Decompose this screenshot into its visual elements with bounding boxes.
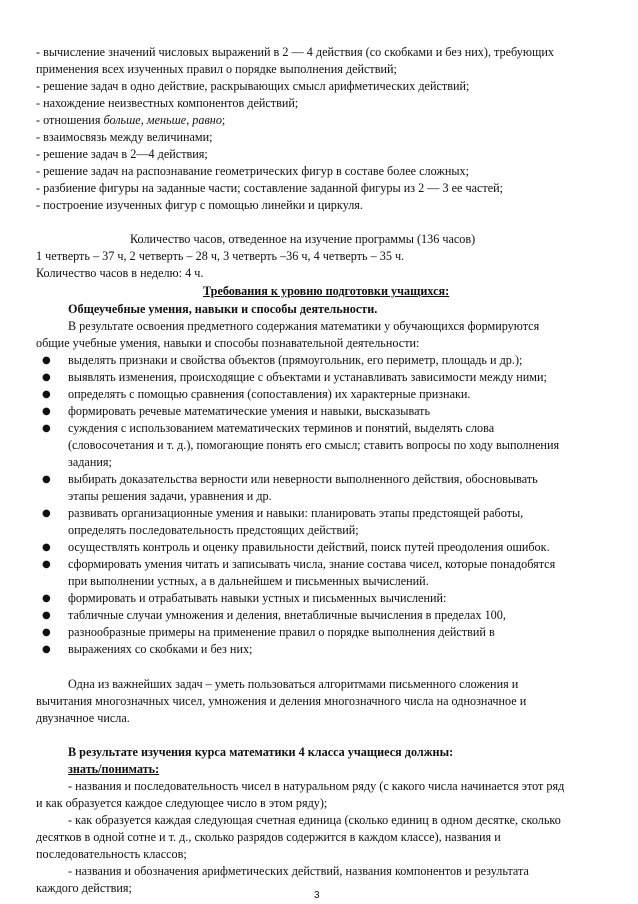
bullet-text: осуществлять контроль и оценку правильности действий, поиск путей преодоления ошибок. (68, 540, 550, 554)
text-line: - решение задач в одно действие, раскрывающих смысл арифметических действий; (36, 79, 470, 93)
bullet-text: определять с помощью сравнения (сопоставления) их характерные признаки. (68, 387, 471, 401)
text-line: - нахождение неизвестных компонентов действий; (36, 96, 299, 110)
page-number: 3 (314, 890, 320, 901)
bullet-text: разнообразные примеры на применение правил о порядке выполнения действий в (68, 625, 495, 639)
bullet-text: определять последовательность предстоящих действий; (68, 523, 359, 537)
bullet-text: выражениях со скобками и без них; (68, 642, 253, 656)
relation-line (36, 112, 225, 129)
text-line: - разбиение фигуры на заданные части; составление заданной фигуры из 2 — 3 ее частей; (36, 181, 504, 195)
bullet-text: сформировать умения читать и записывать числа, знание состава чисел, которые понадобятся (68, 557, 556, 571)
bullet-text: суждения с использованием математических терминов и понятий, выделять слова (68, 421, 495, 435)
requirements-heading: Требования к уровню подготовки учащихся: (203, 284, 450, 298)
algorithms-line: Одна из важнейших задач – уметь пользоваться алгоритмами письменного сложения и (68, 677, 519, 691)
results-line: каждого действия; (36, 881, 132, 895)
algorithms-line: двузначное числа. (36, 711, 130, 725)
bullet-text: развивать организационные умения и навыки: планировать этапы предстоящей работы, (68, 506, 524, 520)
relation-prefix: - отношения (36, 113, 104, 127)
bullet-icon: ● (42, 542, 51, 553)
text-line: - построение изученных фигур с помощью линейки и циркуля. (36, 198, 363, 212)
bullet-text: (словосочетания и т. д.), помогающие понять его смысл; ставить вопросы по ходу выполнения (68, 438, 560, 452)
results-line: - названия и последовательность чисел в натуральном ряду (с какого числа начинается этот ряд (68, 779, 565, 793)
algorithms-line: вычитания многозначных чисел, умножения и деления многозначного числа на однозначное и (36, 694, 527, 708)
requirements-subheading: Общеучебные умения, навыки и способы деятельности. (68, 302, 378, 316)
relation-italic: больше, меньше, равно (103, 113, 222, 127)
requirements-intro: общие учебные умения, навыки и способы познавательной деятельности: (36, 336, 420, 350)
bullet-icon: ● (42, 389, 51, 400)
results-line: и как образуется каждое следующее число в этом ряду); (36, 796, 328, 810)
text-line: - взаимосвязь между величинами; (36, 130, 213, 144)
hours-title: Количество часов, отведенное на изучение программы (136 часов) (130, 232, 476, 246)
text-line: - вычисление значений числовых выражений в 2 — 4 действия (со скобками и без них), требующих (36, 45, 554, 59)
bullet-text: задания; (68, 455, 112, 469)
bullet-icon: ● (42, 508, 51, 519)
bullet-icon: ● (42, 406, 51, 417)
bullet-text: выделять признаки и свойства объектов (прямоугольник, его периметр, площадь и др.); (68, 353, 523, 367)
bullet-text: при выполнении устных, а в дальнейшем и письменных вычислений. (68, 574, 429, 588)
bullet-text: формировать и отрабатывать навыки устных и письменных вычислений: (68, 591, 447, 605)
requirements-intro: В результате освоения предметного содержания математики у обучающихся формируются (68, 319, 540, 333)
hours-quarters: 1 четверть – 37 ч, 2 четверть – 28 ч, 3 четверть –36 ч, 4 четверть – 35 ч. (36, 249, 405, 263)
bullet-icon: ● (42, 610, 51, 621)
bullet-text: табличные случаи умножения и деления, внетабличные вычисления в пределах 100, (68, 608, 506, 622)
results-line: - названия и обозначения арифметических действий, названия компонентов и результата (68, 864, 529, 878)
bullet-text: формировать речевые математические умения и навыки, высказывать (68, 404, 431, 418)
bullet-icon: ● (42, 355, 51, 366)
results-line: десятков в одной сотне и т. д., сколько разрядов содержится в каждом классе), названия и (36, 830, 501, 844)
bullet-icon: ● (42, 593, 51, 604)
bullet-icon: ● (42, 644, 51, 655)
hours-weekly: Количество часов в неделю: 4 ч. (36, 266, 204, 280)
results-know: знать/понимать: (68, 762, 160, 776)
bullet-icon: ● (42, 423, 51, 434)
results-line: - как образуется каждая следующая счетная единица (сколько единиц в одном десятке, сколько (68, 813, 561, 827)
bullet-text: выявлять изменения, происходящие с объектами и устанавливать зависимости между ними; (68, 370, 547, 384)
bullet-text: этапы решения задачи, уравнения и др. (68, 489, 272, 503)
bullet-text: выбирать доказательства верности или неверности выполненного действия, обосновывать (68, 472, 538, 486)
bullet-icon: ● (42, 372, 51, 383)
bullet-icon: ● (42, 559, 51, 570)
bullet-icon: ● (42, 474, 51, 485)
text-line: применения всех изученных правил о порядке выполнения действий; (36, 62, 397, 76)
results-line: последовательность классов; (36, 847, 187, 861)
bullet-icon: ● (42, 627, 51, 638)
results-heading: В результате изучения курса математики 4 класса учащиеся должны: (68, 745, 454, 759)
relation-suffix: ; (221, 113, 226, 127)
text-line: - решение задач на распознавание геометрических фигур в составе более сложных; (36, 164, 470, 178)
text-line: - решение задач в 2—4 действия; (36, 147, 208, 161)
